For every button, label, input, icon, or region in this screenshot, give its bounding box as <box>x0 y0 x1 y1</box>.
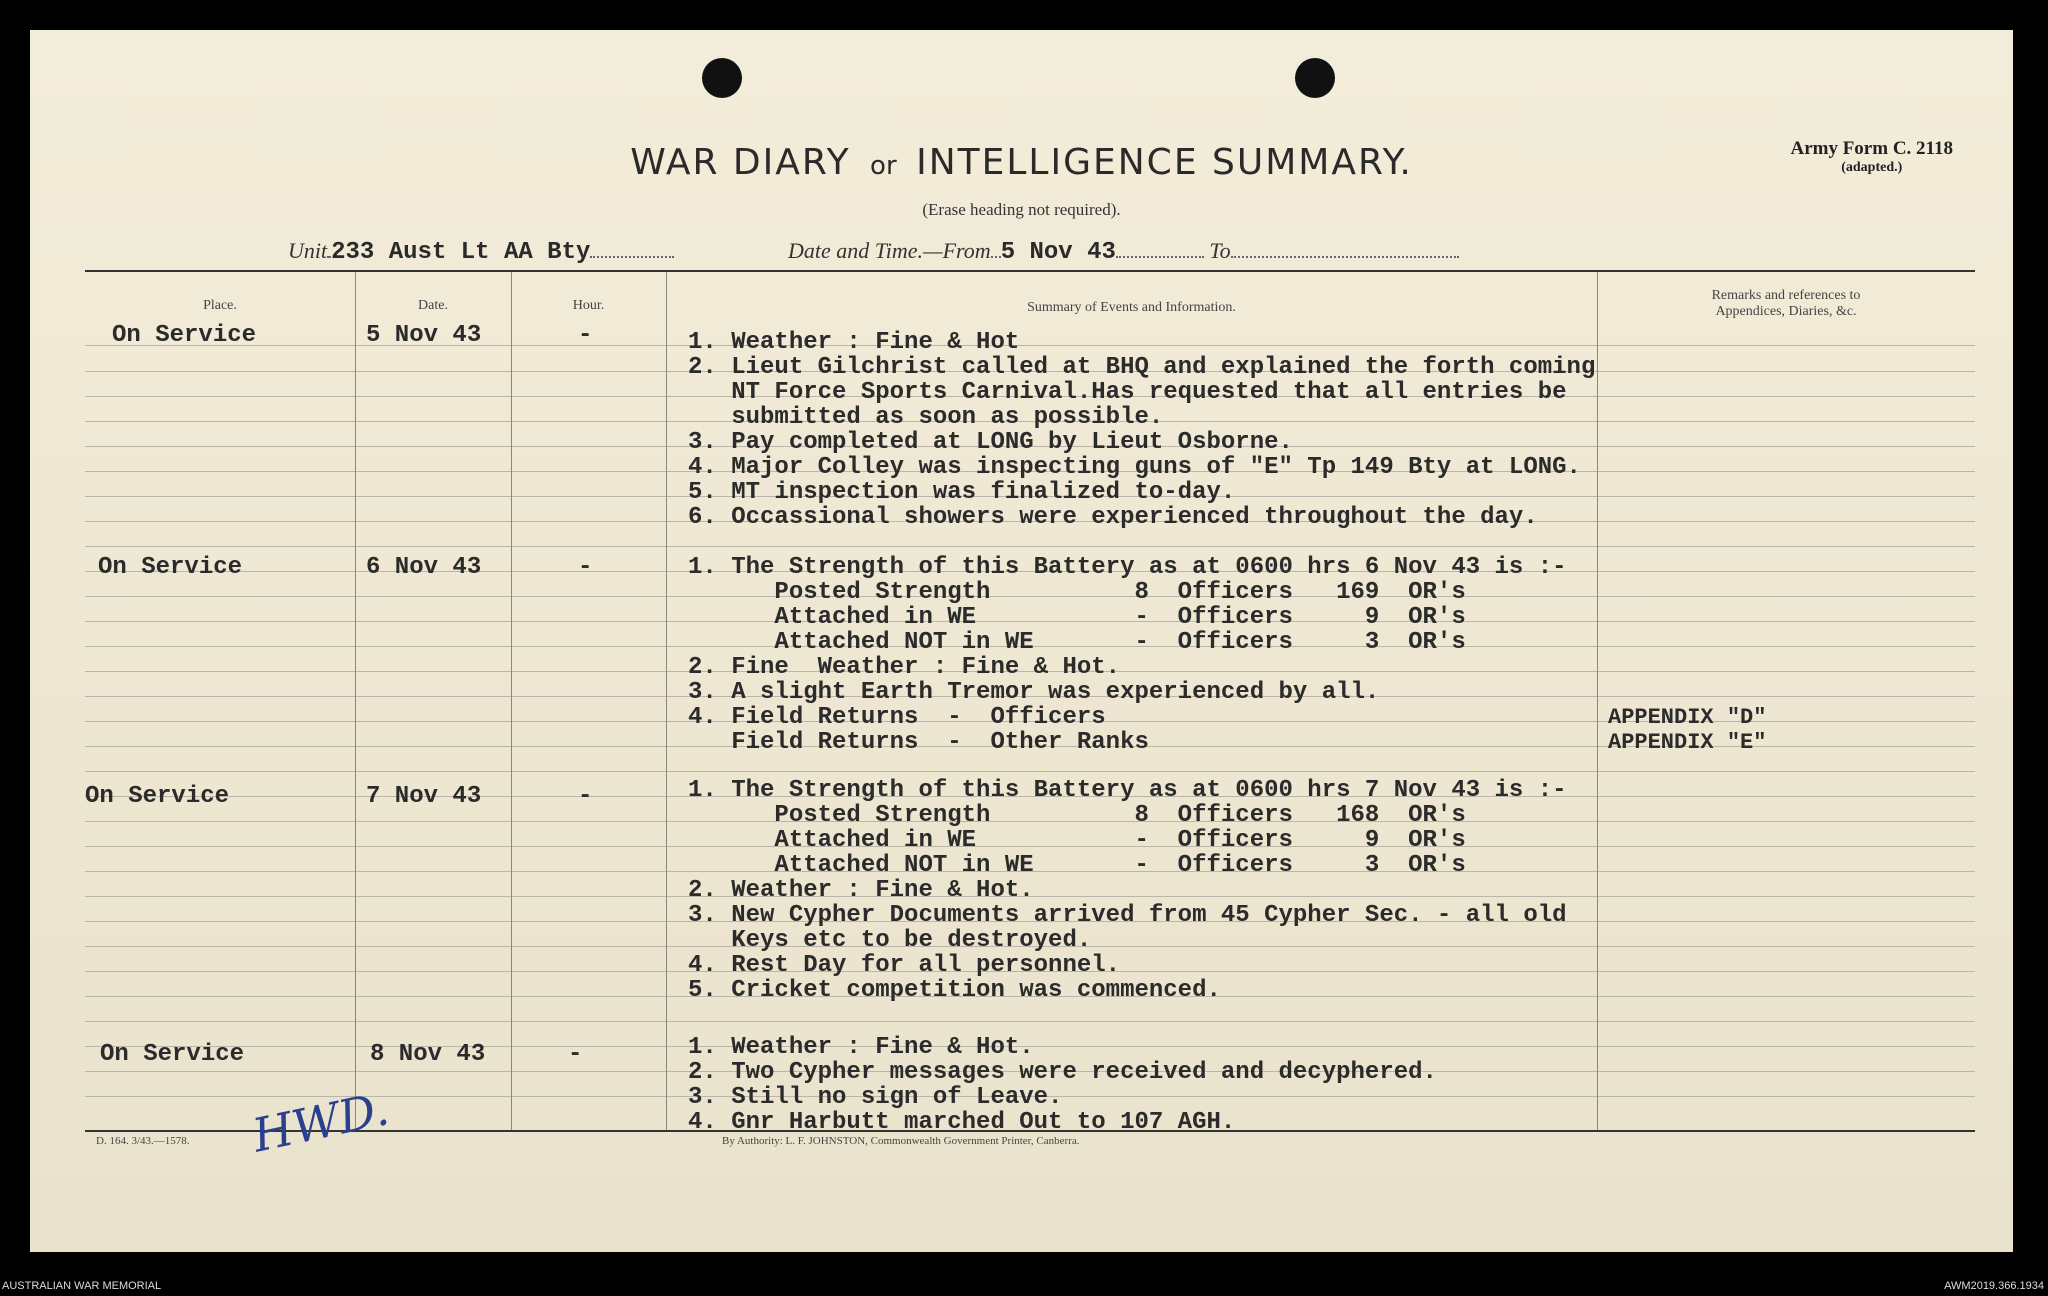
entry-3-line: Attached NOT in WE - Officers 3 OR's <box>688 852 1466 879</box>
entry-4-summary <box>688 1035 1437 1135</box>
col-head-remarks-line2: Appendices, Diaries, &c. <box>1715 304 1857 319</box>
col-divider-hour <box>666 272 667 1130</box>
entry-4-hour: - <box>568 1041 583 1068</box>
form-subtitle: (Erase heading not required). <box>922 200 1121 219</box>
date-to-label: To <box>1209 238 1231 263</box>
entry-2-line: 2. Fine Weather : Fine & Hot. <box>688 654 1121 681</box>
entry-3-line: 2. Weather : Fine & Hot. <box>688 877 1034 904</box>
entry-3-line: 4. Rest Day for all personnel. <box>688 952 1121 979</box>
entry-1-summary <box>688 330 1595 530</box>
appendix-d-ref: APPENDIX "D" <box>1608 705 1767 730</box>
form-title <box>30 142 2013 183</box>
entry-1-place: On Service <box>112 322 257 349</box>
title-or: or <box>870 151 897 181</box>
title-intelligence-summary: INTELLIGENCE SUMMARY. <box>916 142 1413 183</box>
unit-value: 233 Aust Lt AA Bty <box>331 239 591 266</box>
entry-1-line: 5. MT inspection was finalized to-day. <box>688 479 1236 506</box>
entry-3-date: 7 Nov 43 <box>366 783 482 810</box>
army-form-ref <box>1790 138 1953 176</box>
col-divider-summary <box>1597 272 1598 1130</box>
footer-printer: By Authority: L. F. JOHNSTON, Commonwealth Government Printer, Canberra. <box>722 1135 1080 1147</box>
entry-2-line: Posted Strength 8 Officers 169 OR's <box>688 579 1466 606</box>
date-from-label: Date and Time.—From <box>788 238 991 263</box>
entry-1-line: 3. Pay completed at LONG by Lieut Osborne. <box>688 429 1293 456</box>
entry-2-remarks <box>1608 705 1766 755</box>
entry-4-line: 3. Still no sign of Leave. <box>688 1084 1063 1111</box>
entry-1-date: 5 Nov 43 <box>366 322 482 349</box>
entry-2-summary <box>688 555 1567 755</box>
entry-3-line: Keys etc to be destroyed. <box>688 927 1092 954</box>
entry-1-line: submitted as soon as possible. <box>688 404 1164 431</box>
entry-2-hour: - <box>578 554 593 581</box>
entry-2-line: 3. A slight Earth Tremor was experienced by all. <box>688 679 1380 706</box>
col-head-date: Date. <box>418 298 448 313</box>
entry-2-line: 4. Field Returns - Officers <box>688 704 1106 731</box>
entry-3-line: 5. Cricket competition was commenced. <box>688 977 1221 1004</box>
entry-2-line: Attached in WE - Officers 9 OR's <box>688 604 1466 631</box>
entry-3-line: 3. New Cypher Documents arrived from 45 Cypher Sec. - all old <box>688 902 1567 929</box>
title-war-diary: WAR DIARY <box>630 142 851 183</box>
entry-4-line: 2. Two Cypher messages were received and decyphered. <box>688 1059 1437 1086</box>
entry-1-line: NT Force Sports Carnival.Has requested that all entries be <box>688 379 1567 406</box>
archive-id: AWM2019.366.1934 <box>1944 1280 2044 1292</box>
col-divider-place <box>355 272 356 1130</box>
entry-1-hour: - <box>578 322 593 349</box>
entry-3-line: 1. The Strength of this Battery as at 0600 hrs 7 Nov 43 is :- <box>688 777 1567 804</box>
entry-1-line: 1. Weather : Fine & Hot <box>688 329 1020 356</box>
col-head-remarks-line1: Remarks and references to <box>1711 288 1861 303</box>
entry-1-line: 6. Occassional showers were experienced throughout the day. <box>688 504 1538 531</box>
entry-3-line: Posted Strength 8 Officers 168 OR's <box>688 802 1466 829</box>
punch-hole-left <box>702 58 742 98</box>
entry-3-line: Attached in WE - Officers 9 OR's <box>688 827 1466 854</box>
entry-1-line: 4. Major Colley was inspecting guns of "E" Tp 149 Bty at LONG. <box>688 454 1581 481</box>
handwritten-initials: HWD. <box>247 1081 394 1163</box>
entry-2-line: Attached NOT in WE - Officers 3 OR's <box>688 629 1466 656</box>
col-divider-date <box>511 272 512 1130</box>
entry-3-summary <box>688 778 1567 1003</box>
header-rule-top <box>85 270 1975 272</box>
col-head-place: Place. <box>203 298 237 313</box>
appendix-e-ref: APPENDIX "E" <box>1608 730 1767 755</box>
date-from-value: 5 Nov 43 <box>1000 239 1116 266</box>
unit-label: Unit <box>288 238 328 263</box>
footer-print-code: D. 164. 3/43.—1578. <box>96 1135 190 1147</box>
entry-4-place: On Service <box>100 1041 245 1068</box>
entry-2-place: On Service <box>98 554 243 581</box>
entry-2-line: 1. The Strength of this Battery as at 0600 hrs 6 Nov 43 is :- <box>688 554 1567 581</box>
entry-4-line: 4. Gnr Harbutt marched Out to 107 AGH. <box>688 1109 1236 1136</box>
entry-1-line: 2. Lieut Gilchrist called at BHQ and explained the forth coming <box>688 354 1596 381</box>
date-line <box>788 236 1459 266</box>
entry-4-date: 8 Nov 43 <box>370 1041 486 1068</box>
archive-credit: AUSTRALIAN WAR MEMORIAL <box>2 1280 162 1292</box>
col-head-hour: Hour. <box>572 298 605 313</box>
punch-hole-right <box>1295 58 1335 98</box>
entry-4-line: 1. Weather : Fine & Hot. <box>688 1034 1034 1061</box>
entry-3-place: On Service <box>85 783 230 810</box>
col-head-summary: Summary of Events and Information. <box>1027 300 1236 315</box>
army-form-adapted: (adapted.) <box>1841 160 1903 175</box>
entry-2-line: Field Returns - Other Ranks <box>688 729 1149 756</box>
entry-2-date: 6 Nov 43 <box>366 554 482 581</box>
entry-3-hour: - <box>578 783 593 810</box>
col-head-remarks <box>1597 288 1975 320</box>
unit-line <box>288 236 674 266</box>
diary-page <box>30 30 2013 1252</box>
army-form-number: Army Form C. 2118 <box>1790 138 1953 159</box>
